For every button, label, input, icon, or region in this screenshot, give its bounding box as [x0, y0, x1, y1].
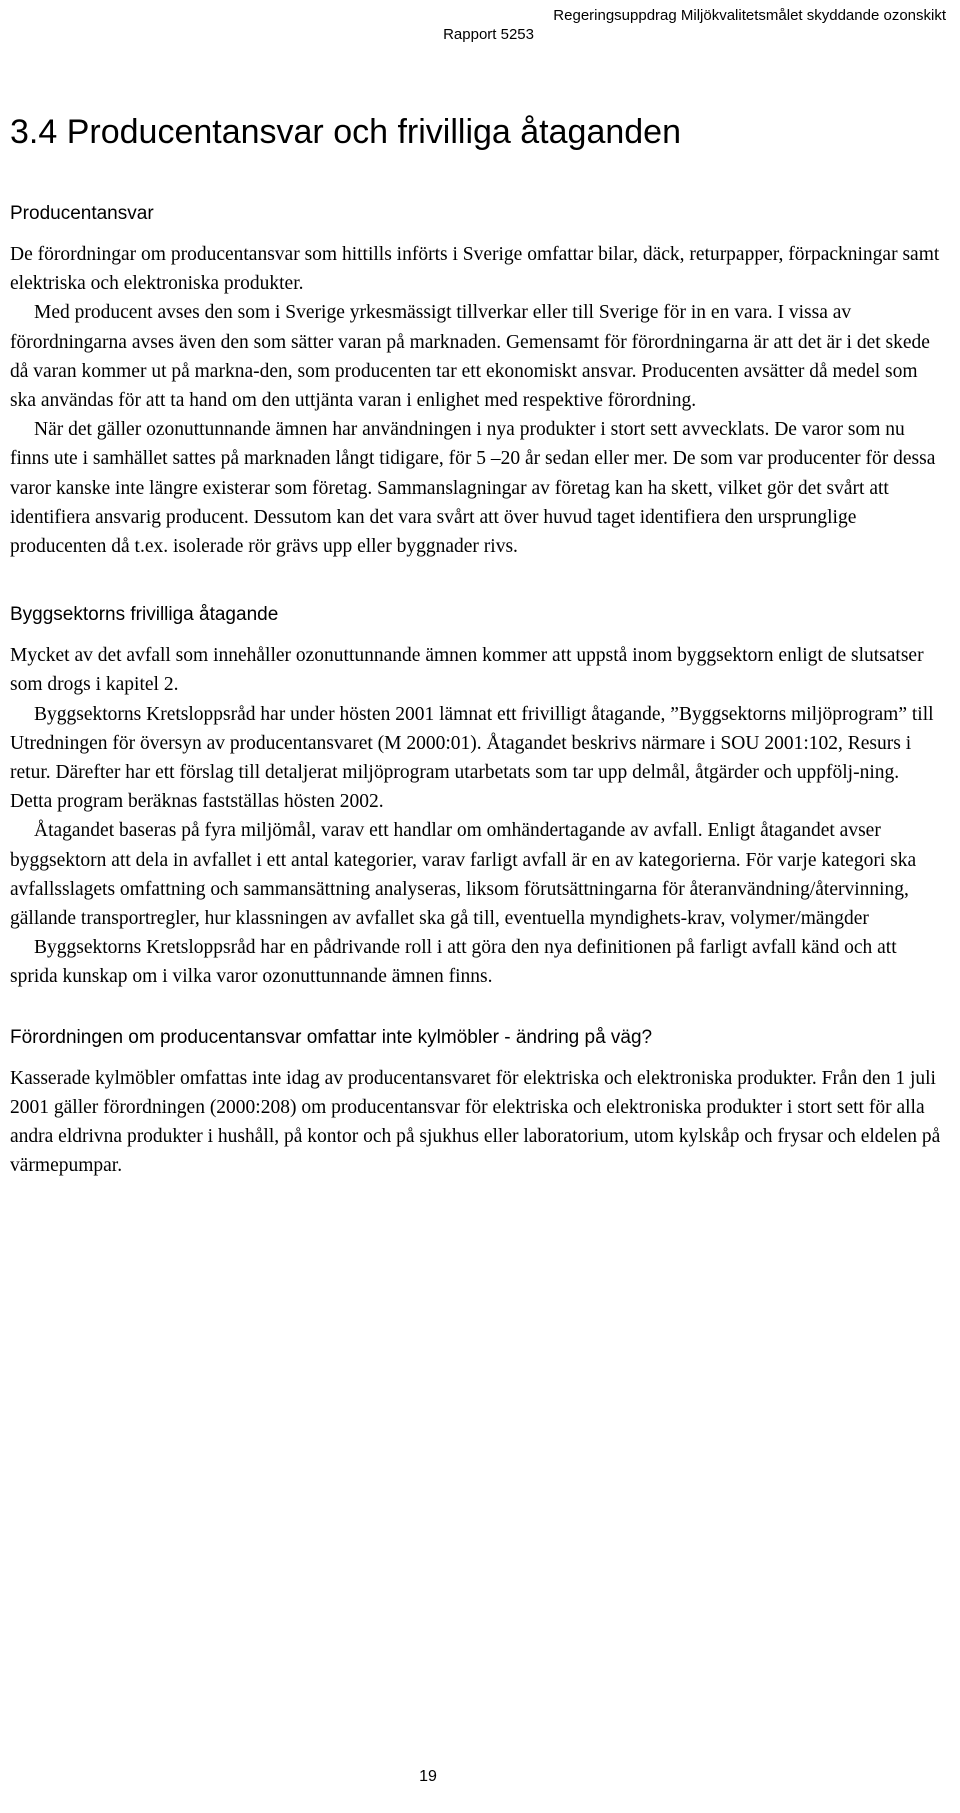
heading-producentansvar: Producentansvar	[10, 203, 154, 224]
paragraph: Kasserade kylmöbler omfattas inte idag av producentansvaret för elektriska och elektroniska produkter. Från den 1 juli 2001 gäller förordningen (2000:208) om producentansvar för elektriska och elektroniska produkter i stort sett för alla andra eldrivna produkter i hushåll, på kontor och på sjukhus eller laboratorium, utom kylskåp och frysar och eldelen på värmepumpar.	[10, 1067, 941, 1177]
page-number	[0, 1768, 960, 1786]
paragraph: Mycket av det avfall som innehåller ozonuttunnande ämnen kommer att uppstå inom byggsektorn enligt de slutsatser som drogs i kapitel 2.	[10, 645, 924, 696]
paragraph: Byggsektorns Kretsloppsråd har en pådrivande roll i att göra den nya definitionen på farligt avfall känd och att sprida kunskap om i vilka varor ozonuttunnande ämnen finns.	[10, 937, 897, 988]
paragraph: De förordningar om producentansvar som hittills införts i Sverige omfattar bilar, däck, returpapper, förpackningar samt elektriska och elektroniska produkter.	[10, 244, 940, 295]
paragraph: Åtagandet baseras på fyra miljömål, varav ett handlar om omhändertagande av avfall. Enligt åtagandet avser byggsektorn att dela in avfallet i ett antal kategorier, varav farligt avfall är en av kategorierna. För varje kategori ska avfallsslagets omfattning och sammansättning analyseras, liksom förutsättningarna för återanvändning/återvinning, gällande transportregler, hur klassningen av avfallet ska gå till, eventuella myndighets-krav, volymer/mängder	[10, 820, 917, 930]
running-header	[246, 6, 946, 44]
heading-kylmobler: Förordningen om producentansvar omfattar inte kylmöbler - ändring på väg?	[10, 1026, 653, 1048]
paragraph: När det gäller ozonuttunnande ämnen har användningen i nya produkter i stort sett avvecklats. De varor som nu finns ute i samhället sattes på marknaden långt tidigare, för 5 –20 år sedan eller mer. De som var producenter för dessa varor kanske inte längre existerar som företag. Sammanslagningar av företag kan ha skett, vilket gör det svårt att identifiera ansvarig producent. Dessutom kan det vara svårt att över huvud taget identifiera den ursprunglige producenten då t.ex. isolerade rör grävs upp eller byggnader rivs.	[10, 419, 936, 558]
page-number-text: 19	[419, 1768, 437, 1785]
page-content	[10, 112, 945, 1180]
header-report-number: Rapport 5253	[443, 26, 534, 43]
header-report-title: Regeringsuppdrag Miljökvalitetsmålet skyddande ozonskikt	[553, 7, 946, 24]
paragraph: Byggsektorns Kretsloppsråd har under hösten 2001 lämnat ett frivilligt åtagande, ”Byggsektorns miljöprogram” till Utredningen för översyn av producentansvaret (M 2000:01). Åtagandet beskrivs närmare i SOU 2001:102, Resurs i retur. Därefter har ett förslag till detaljerat miljöprogram utarbetats som tar upp delmål, åtgärder och uppfölj-ning. Detta program beräknas fastställas hösten 2002.	[10, 703, 934, 813]
heading-byggsektorn: Byggsektorns frivilliga åtagande	[10, 604, 279, 626]
section-title: 3.4 Producentansvar och frivilliga åtaganden	[10, 113, 681, 151]
paragraph: Med producent avses den som i Sverige yrkesmässigt tillverkar eller till Sverige för in en vara. I vissa av förordningarna avses även den som sätter varan på marknaden. Gemensamt för förordningarna är att det är i det skede då varan kommer ut på markna-den, som producenten tar ett ekonomiskt ansvar. Producenten avsätter då medel som ska användas för att ta hand om den uttjänta varan i enlighet med respektive förordning.	[10, 302, 930, 412]
